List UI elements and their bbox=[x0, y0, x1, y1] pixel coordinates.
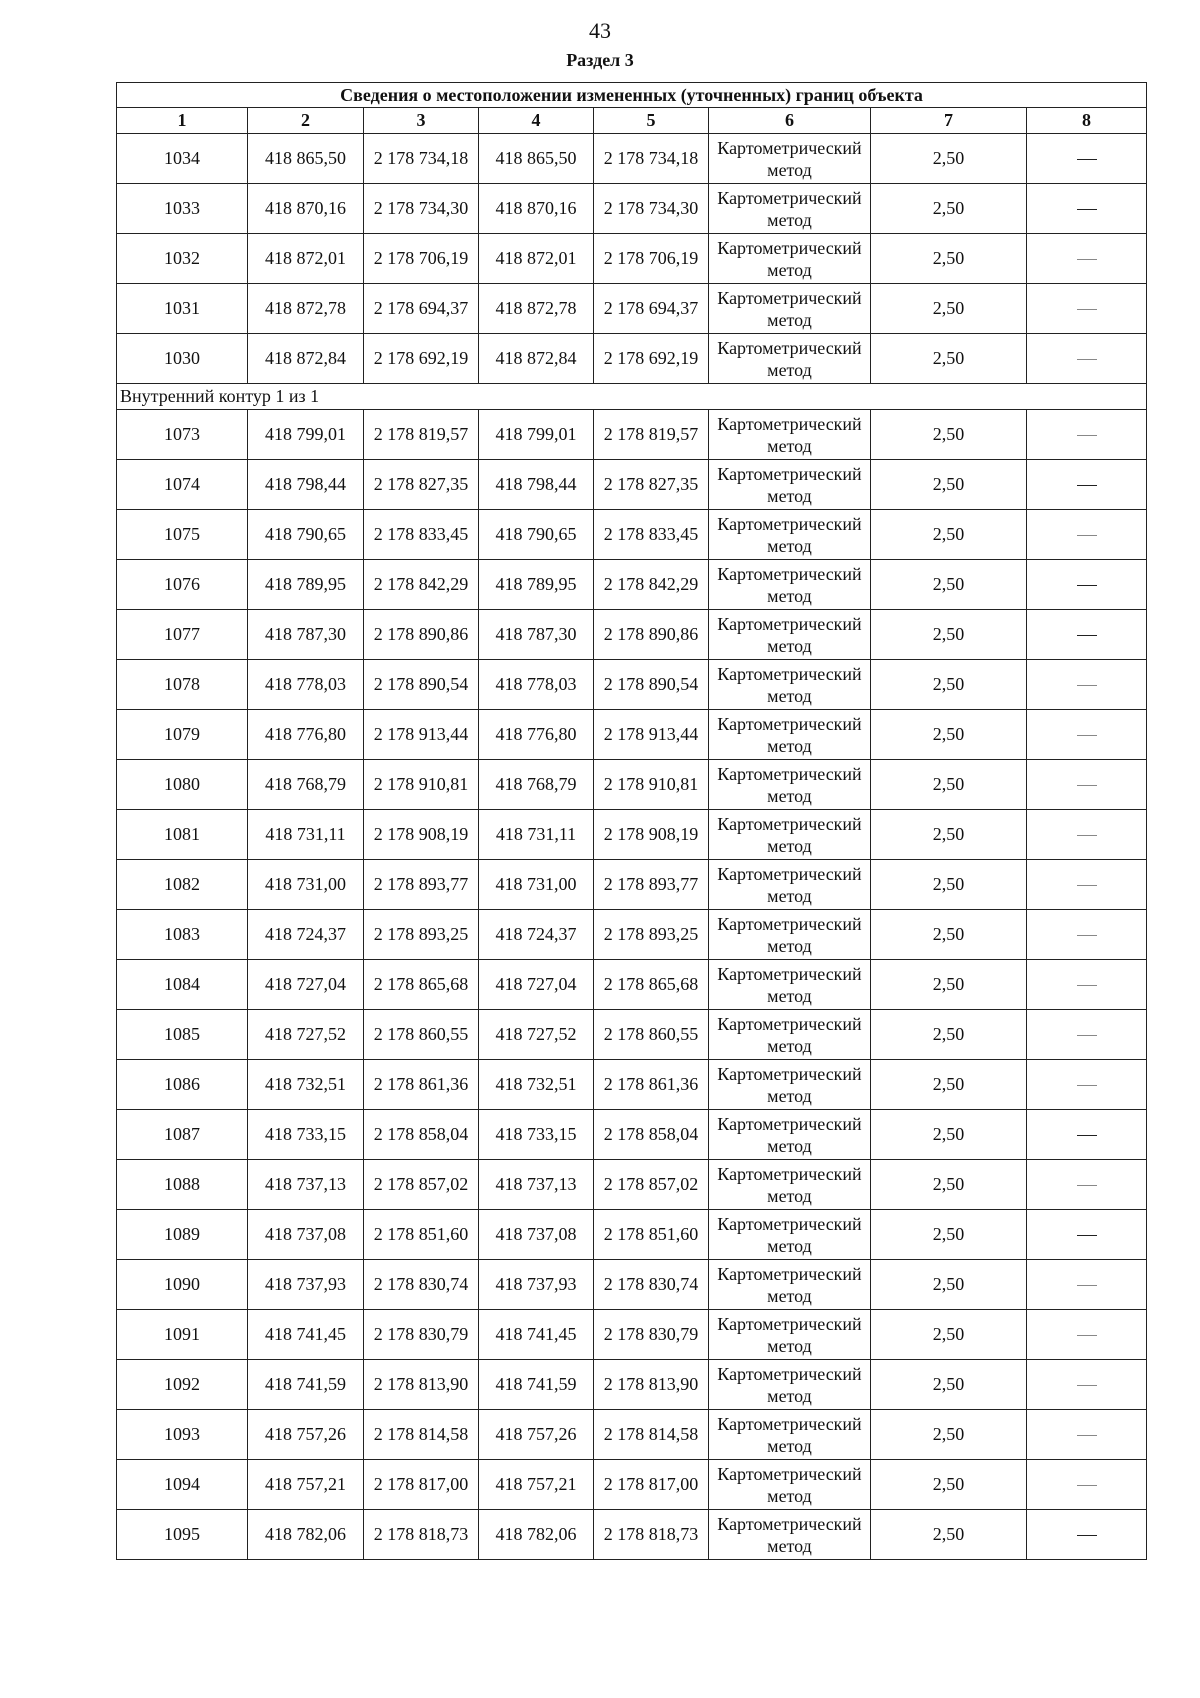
method-cell: Картометрический метод bbox=[709, 560, 871, 610]
page-number: 43 bbox=[589, 18, 611, 43]
existing-y: 2 178 734,30 bbox=[364, 184, 479, 234]
point-number: 1093 bbox=[117, 1410, 248, 1460]
method-cell: Картометрический метод bbox=[709, 1010, 871, 1060]
refined-y: 2 178 861,36 bbox=[594, 1060, 709, 1110]
precision-cell: 2,50 bbox=[871, 510, 1027, 560]
point-number: 1081 bbox=[117, 810, 248, 860]
contour-row bbox=[117, 384, 1147, 410]
precision-cell: 2,50 bbox=[871, 1160, 1027, 1210]
refined-y: 2 178 890,54 bbox=[594, 660, 709, 710]
refined-x: 418 776,80 bbox=[479, 710, 594, 760]
refined-x: 418 799,01 bbox=[479, 410, 594, 460]
point-number: 1032 bbox=[117, 234, 248, 284]
table-row bbox=[117, 1510, 1147, 1560]
existing-x: 418 731,11 bbox=[248, 810, 364, 860]
table-row bbox=[117, 660, 1147, 710]
table-row bbox=[117, 334, 1147, 384]
point-number: 1031 bbox=[117, 284, 248, 334]
existing-x: 418 776,80 bbox=[248, 710, 364, 760]
precision-cell: 2,50 bbox=[871, 134, 1027, 184]
dash-mark bbox=[1077, 309, 1097, 310]
precision-cell: 2,50 bbox=[871, 1410, 1027, 1460]
table-row bbox=[117, 910, 1147, 960]
existing-x: 418 768,79 bbox=[248, 760, 364, 810]
dash-mark bbox=[1077, 159, 1097, 160]
point-number: 1090 bbox=[117, 1260, 248, 1310]
existing-x: 418 737,08 bbox=[248, 1210, 364, 1260]
refined-y: 2 178 706,19 bbox=[594, 234, 709, 284]
refined-x: 418 778,03 bbox=[479, 660, 594, 710]
method-cell: Картометрический метод bbox=[709, 1060, 871, 1110]
point-number: 1086 bbox=[117, 1060, 248, 1110]
refined-y: 2 178 819,57 bbox=[594, 410, 709, 460]
existing-x: 418 731,00 bbox=[248, 860, 364, 910]
dash-mark bbox=[1077, 1535, 1097, 1536]
existing-x: 418 799,01 bbox=[248, 410, 364, 460]
dash-mark bbox=[1077, 735, 1097, 736]
note-cell bbox=[1027, 234, 1147, 284]
point-number: 1089 bbox=[117, 1210, 248, 1260]
precision-cell: 2,50 bbox=[871, 460, 1027, 510]
existing-y: 2 178 908,19 bbox=[364, 810, 479, 860]
refined-y: 2 178 893,25 bbox=[594, 910, 709, 960]
precision-cell: 2,50 bbox=[871, 1510, 1027, 1560]
table-row bbox=[117, 1110, 1147, 1160]
note-cell bbox=[1027, 284, 1147, 334]
method-cell: Картометрический метод bbox=[709, 710, 871, 760]
table-row bbox=[117, 810, 1147, 860]
refined-x: 418 870,16 bbox=[479, 184, 594, 234]
point-number: 1084 bbox=[117, 960, 248, 1010]
note-cell bbox=[1027, 1060, 1147, 1110]
point-number: 1083 bbox=[117, 910, 248, 960]
table-row bbox=[117, 234, 1147, 284]
method-cell: Картометрический метод bbox=[709, 910, 871, 960]
dash-mark bbox=[1077, 635, 1097, 636]
existing-x: 418 778,03 bbox=[248, 660, 364, 710]
existing-y: 2 178 694,37 bbox=[364, 284, 479, 334]
table-row bbox=[117, 610, 1147, 660]
point-number: 1092 bbox=[117, 1360, 248, 1410]
contour-label: Внутренний контур 1 из 1 bbox=[117, 384, 1147, 410]
note-cell bbox=[1027, 960, 1147, 1010]
note-cell bbox=[1027, 334, 1147, 384]
refined-x: 418 782,06 bbox=[479, 1510, 594, 1560]
existing-x: 418 727,04 bbox=[248, 960, 364, 1010]
method-cell: Картометрический метод bbox=[709, 1460, 871, 1510]
dash-mark bbox=[1077, 1085, 1097, 1086]
refined-y: 2 178 860,55 bbox=[594, 1010, 709, 1060]
refined-y: 2 178 857,02 bbox=[594, 1160, 709, 1210]
method-cell: Картометрический метод bbox=[709, 960, 871, 1010]
method-cell: Картометрический метод bbox=[709, 510, 871, 560]
point-number: 1087 bbox=[117, 1110, 248, 1160]
refined-y: 2 178 842,29 bbox=[594, 560, 709, 610]
refined-y: 2 178 692,19 bbox=[594, 334, 709, 384]
note-cell bbox=[1027, 660, 1147, 710]
existing-x: 418 789,95 bbox=[248, 560, 364, 610]
existing-y: 2 178 813,90 bbox=[364, 1360, 479, 1410]
column-number: 6 bbox=[709, 108, 871, 134]
refined-y: 2 178 827,35 bbox=[594, 460, 709, 510]
existing-x: 418 798,44 bbox=[248, 460, 364, 510]
note-cell bbox=[1027, 1210, 1147, 1260]
refined-x: 418 789,95 bbox=[479, 560, 594, 610]
method-cell: Картометрический метод bbox=[709, 860, 871, 910]
refined-x: 418 757,21 bbox=[479, 1460, 594, 1510]
method-cell: Картометрический метод bbox=[709, 460, 871, 510]
note-cell bbox=[1027, 760, 1147, 810]
refined-y: 2 178 734,18 bbox=[594, 134, 709, 184]
precision-cell: 2,50 bbox=[871, 1310, 1027, 1360]
refined-y: 2 178 865,68 bbox=[594, 960, 709, 1010]
dash-mark bbox=[1077, 1435, 1097, 1436]
precision-cell: 2,50 bbox=[871, 660, 1027, 710]
rows-before-contour bbox=[117, 134, 1147, 384]
note-cell bbox=[1027, 184, 1147, 234]
precision-cell: 2,50 bbox=[871, 1110, 1027, 1160]
note-cell bbox=[1027, 860, 1147, 910]
existing-x: 418 757,21 bbox=[248, 1460, 364, 1510]
dash-mark bbox=[1077, 835, 1097, 836]
dash-mark bbox=[1077, 585, 1097, 586]
table-row bbox=[117, 960, 1147, 1010]
existing-x: 418 727,52 bbox=[248, 1010, 364, 1060]
note-cell bbox=[1027, 810, 1147, 860]
method-cell: Картометрический метод bbox=[709, 1360, 871, 1410]
dash-mark bbox=[1077, 685, 1097, 686]
refined-y: 2 178 833,45 bbox=[594, 510, 709, 560]
note-cell bbox=[1027, 1410, 1147, 1460]
refined-x: 418 872,78 bbox=[479, 284, 594, 334]
existing-y: 2 178 860,55 bbox=[364, 1010, 479, 1060]
refined-y: 2 178 858,04 bbox=[594, 1110, 709, 1160]
refined-y: 2 178 694,37 bbox=[594, 284, 709, 334]
dash-mark bbox=[1077, 885, 1097, 886]
table-row bbox=[117, 860, 1147, 910]
point-number: 1091 bbox=[117, 1310, 248, 1360]
existing-y: 2 178 858,04 bbox=[364, 1110, 479, 1160]
dash-mark bbox=[1077, 435, 1097, 436]
note-cell bbox=[1027, 1010, 1147, 1060]
precision-cell: 2,50 bbox=[871, 1260, 1027, 1310]
existing-x: 418 732,51 bbox=[248, 1060, 364, 1110]
existing-x: 418 787,30 bbox=[248, 610, 364, 660]
note-cell bbox=[1027, 460, 1147, 510]
column-number: 8 bbox=[1027, 108, 1147, 134]
table-row bbox=[117, 1010, 1147, 1060]
point-number: 1073 bbox=[117, 410, 248, 460]
precision-cell: 2,50 bbox=[871, 334, 1027, 384]
precision-cell: 2,50 bbox=[871, 284, 1027, 334]
existing-y: 2 178 833,45 bbox=[364, 510, 479, 560]
method-cell: Картометрический метод bbox=[709, 1260, 871, 1310]
point-number: 1033 bbox=[117, 184, 248, 234]
dash-mark bbox=[1077, 935, 1097, 936]
refined-y: 2 178 830,79 bbox=[594, 1310, 709, 1360]
dash-mark bbox=[1077, 359, 1097, 360]
method-cell: Картометрический метод bbox=[709, 760, 871, 810]
refined-x: 418 757,26 bbox=[479, 1410, 594, 1460]
existing-y: 2 178 692,19 bbox=[364, 334, 479, 384]
dash-mark bbox=[1077, 1485, 1097, 1486]
existing-x: 418 757,26 bbox=[248, 1410, 364, 1460]
table-caption-row bbox=[117, 83, 1147, 108]
refined-x: 418 787,30 bbox=[479, 610, 594, 660]
existing-y: 2 178 910,81 bbox=[364, 760, 479, 810]
precision-cell: 2,50 bbox=[871, 910, 1027, 960]
refined-x: 418 872,01 bbox=[479, 234, 594, 284]
column-number: 1 bbox=[117, 108, 248, 134]
rows-after-contour bbox=[117, 410, 1147, 1560]
column-number: 4 bbox=[479, 108, 594, 134]
table-row bbox=[117, 1410, 1147, 1460]
existing-y: 2 178 893,25 bbox=[364, 910, 479, 960]
refined-x: 418 737,08 bbox=[479, 1210, 594, 1260]
refined-x: 418 733,15 bbox=[479, 1110, 594, 1160]
note-cell bbox=[1027, 1460, 1147, 1510]
point-number: 1082 bbox=[117, 860, 248, 910]
existing-y: 2 178 842,29 bbox=[364, 560, 479, 610]
column-numbers-row bbox=[117, 108, 1147, 134]
existing-y: 2 178 706,19 bbox=[364, 234, 479, 284]
refined-y: 2 178 908,19 bbox=[594, 810, 709, 860]
precision-cell: 2,50 bbox=[871, 1460, 1027, 1510]
refined-y: 2 178 818,73 bbox=[594, 1510, 709, 1560]
existing-y: 2 178 857,02 bbox=[364, 1160, 479, 1210]
refined-y: 2 178 734,30 bbox=[594, 184, 709, 234]
existing-x: 418 872,78 bbox=[248, 284, 364, 334]
note-cell bbox=[1027, 1360, 1147, 1410]
method-cell: Картометрический метод bbox=[709, 1210, 871, 1260]
contour-section bbox=[117, 384, 1147, 410]
existing-y: 2 178 734,18 bbox=[364, 134, 479, 184]
existing-y: 2 178 851,60 bbox=[364, 1210, 479, 1260]
table-row bbox=[117, 1210, 1147, 1260]
dash-mark bbox=[1077, 1185, 1097, 1186]
table-row bbox=[117, 760, 1147, 810]
note-cell bbox=[1027, 1510, 1147, 1560]
note-cell bbox=[1027, 410, 1147, 460]
refined-x: 418 727,52 bbox=[479, 1010, 594, 1060]
point-number: 1095 bbox=[117, 1510, 248, 1560]
refined-x: 418 741,59 bbox=[479, 1360, 594, 1410]
method-cell: Картометрический метод bbox=[709, 410, 871, 460]
existing-y: 2 178 893,77 bbox=[364, 860, 479, 910]
precision-cell: 2,50 bbox=[871, 560, 1027, 610]
dash-mark bbox=[1077, 985, 1097, 986]
existing-x: 418 741,45 bbox=[248, 1310, 364, 1360]
section-title: Раздел 3 bbox=[566, 50, 634, 70]
existing-y: 2 178 890,86 bbox=[364, 610, 479, 660]
point-number: 1030 bbox=[117, 334, 248, 384]
method-cell: Картометрический метод bbox=[709, 1160, 871, 1210]
note-cell bbox=[1027, 1260, 1147, 1310]
point-number: 1079 bbox=[117, 710, 248, 760]
note-cell bbox=[1027, 1110, 1147, 1160]
method-cell: Картометрический метод bbox=[709, 1110, 871, 1160]
method-cell: Картометрический метод bbox=[709, 334, 871, 384]
existing-y: 2 178 819,57 bbox=[364, 410, 479, 460]
refined-x: 418 872,84 bbox=[479, 334, 594, 384]
method-cell: Картометрический метод bbox=[709, 284, 871, 334]
existing-x: 418 782,06 bbox=[248, 1510, 364, 1560]
dash-mark bbox=[1077, 785, 1097, 786]
existing-y: 2 178 830,74 bbox=[364, 1260, 479, 1310]
table-row bbox=[117, 284, 1147, 334]
table-row bbox=[117, 1160, 1147, 1210]
precision-cell: 2,50 bbox=[871, 760, 1027, 810]
dash-mark bbox=[1077, 485, 1097, 486]
table-row bbox=[117, 1260, 1147, 1310]
point-number: 1077 bbox=[117, 610, 248, 660]
method-cell: Картометрический метод bbox=[709, 234, 871, 284]
note-cell bbox=[1027, 510, 1147, 560]
existing-y: 2 178 818,73 bbox=[364, 1510, 479, 1560]
precision-cell: 2,50 bbox=[871, 860, 1027, 910]
existing-x: 418 872,01 bbox=[248, 234, 364, 284]
existing-x: 418 737,13 bbox=[248, 1160, 364, 1210]
note-cell bbox=[1027, 134, 1147, 184]
precision-cell: 2,50 bbox=[871, 1060, 1027, 1110]
dash-mark bbox=[1077, 1335, 1097, 1336]
column-number: 2 bbox=[248, 108, 364, 134]
dash-mark bbox=[1077, 535, 1097, 536]
dash-mark bbox=[1077, 209, 1097, 210]
note-cell bbox=[1027, 610, 1147, 660]
table-row bbox=[117, 560, 1147, 610]
point-number: 1088 bbox=[117, 1160, 248, 1210]
point-number: 1094 bbox=[117, 1460, 248, 1510]
note-cell bbox=[1027, 710, 1147, 760]
table-row bbox=[117, 184, 1147, 234]
method-cell: Картометрический метод bbox=[709, 810, 871, 860]
refined-y: 2 178 893,77 bbox=[594, 860, 709, 910]
precision-cell: 2,50 bbox=[871, 1010, 1027, 1060]
note-cell bbox=[1027, 560, 1147, 610]
dash-mark bbox=[1077, 259, 1097, 260]
note-cell bbox=[1027, 1310, 1147, 1360]
refined-y: 2 178 830,74 bbox=[594, 1260, 709, 1310]
column-number: 3 bbox=[364, 108, 479, 134]
dash-mark bbox=[1077, 1135, 1097, 1136]
point-number: 1078 bbox=[117, 660, 248, 710]
table-row bbox=[117, 134, 1147, 184]
table-row bbox=[117, 1310, 1147, 1360]
precision-cell: 2,50 bbox=[871, 610, 1027, 660]
refined-y: 2 178 890,86 bbox=[594, 610, 709, 660]
note-cell bbox=[1027, 1160, 1147, 1210]
method-cell: Картометрический метод bbox=[709, 1510, 871, 1560]
dash-mark bbox=[1077, 1285, 1097, 1286]
existing-x: 418 724,37 bbox=[248, 910, 364, 960]
precision-cell: 2,50 bbox=[871, 410, 1027, 460]
column-number: 7 bbox=[871, 108, 1027, 134]
refined-x: 418 865,50 bbox=[479, 134, 594, 184]
method-cell: Картометрический метод bbox=[709, 610, 871, 660]
method-cell: Картометрический метод bbox=[709, 184, 871, 234]
refined-y: 2 178 851,60 bbox=[594, 1210, 709, 1260]
refined-x: 418 741,45 bbox=[479, 1310, 594, 1360]
existing-y: 2 178 830,79 bbox=[364, 1310, 479, 1360]
existing-x: 418 865,50 bbox=[248, 134, 364, 184]
point-number: 1076 bbox=[117, 560, 248, 610]
existing-x: 418 872,84 bbox=[248, 334, 364, 384]
point-number: 1080 bbox=[117, 760, 248, 810]
refined-x: 418 732,51 bbox=[479, 1060, 594, 1110]
method-cell: Картометрический метод bbox=[709, 1410, 871, 1460]
refined-x: 418 737,93 bbox=[479, 1260, 594, 1310]
existing-x: 418 733,15 bbox=[248, 1110, 364, 1160]
refined-y: 2 178 813,90 bbox=[594, 1360, 709, 1410]
existing-y: 2 178 865,68 bbox=[364, 960, 479, 1010]
method-cell: Картометрический метод bbox=[709, 134, 871, 184]
point-number: 1034 bbox=[117, 134, 248, 184]
table-row bbox=[117, 1060, 1147, 1110]
refined-y: 2 178 910,81 bbox=[594, 760, 709, 810]
precision-cell: 2,50 bbox=[871, 960, 1027, 1010]
table-row bbox=[117, 460, 1147, 510]
existing-y: 2 178 817,00 bbox=[364, 1460, 479, 1510]
method-cell: Картометрический метод bbox=[709, 660, 871, 710]
refined-x: 418 731,00 bbox=[479, 860, 594, 910]
dash-mark bbox=[1077, 1035, 1097, 1036]
refined-x: 418 768,79 bbox=[479, 760, 594, 810]
refined-x: 418 737,13 bbox=[479, 1160, 594, 1210]
existing-y: 2 178 913,44 bbox=[364, 710, 479, 760]
refined-y: 2 178 814,58 bbox=[594, 1410, 709, 1460]
refined-y: 2 178 913,44 bbox=[594, 710, 709, 760]
refined-x: 418 727,04 bbox=[479, 960, 594, 1010]
table-row bbox=[117, 1360, 1147, 1410]
refined-x: 418 790,65 bbox=[479, 510, 594, 560]
table-row bbox=[117, 510, 1147, 560]
precision-cell: 2,50 bbox=[871, 234, 1027, 284]
table-row bbox=[117, 710, 1147, 760]
existing-y: 2 178 827,35 bbox=[364, 460, 479, 510]
point-number: 1085 bbox=[117, 1010, 248, 1060]
existing-x: 418 790,65 bbox=[248, 510, 364, 560]
column-number: 5 bbox=[594, 108, 709, 134]
refined-x: 418 731,11 bbox=[479, 810, 594, 860]
precision-cell: 2,50 bbox=[871, 184, 1027, 234]
existing-y: 2 178 814,58 bbox=[364, 1410, 479, 1460]
existing-x: 418 737,93 bbox=[248, 1260, 364, 1310]
method-cell: Картометрический метод bbox=[709, 1310, 871, 1360]
existing-y: 2 178 861,36 bbox=[364, 1060, 479, 1110]
table-row bbox=[117, 1460, 1147, 1510]
coordinates-table bbox=[116, 82, 1147, 1560]
refined-y: 2 178 817,00 bbox=[594, 1460, 709, 1510]
table-row bbox=[117, 410, 1147, 460]
point-number: 1075 bbox=[117, 510, 248, 560]
precision-cell: 2,50 bbox=[871, 710, 1027, 760]
precision-cell: 2,50 bbox=[871, 810, 1027, 860]
point-number: 1074 bbox=[117, 460, 248, 510]
precision-cell: 2,50 bbox=[871, 1210, 1027, 1260]
precision-cell: 2,50 bbox=[871, 1360, 1027, 1410]
existing-y: 2 178 890,54 bbox=[364, 660, 479, 710]
refined-x: 418 798,44 bbox=[479, 460, 594, 510]
dash-mark bbox=[1077, 1235, 1097, 1236]
existing-x: 418 870,16 bbox=[248, 184, 364, 234]
dash-mark bbox=[1077, 1385, 1097, 1386]
refined-x: 418 724,37 bbox=[479, 910, 594, 960]
table-caption: Сведения о местоположении измененных (уточненных) границ объекта bbox=[117, 83, 1147, 108]
note-cell bbox=[1027, 910, 1147, 960]
existing-x: 418 741,59 bbox=[248, 1360, 364, 1410]
